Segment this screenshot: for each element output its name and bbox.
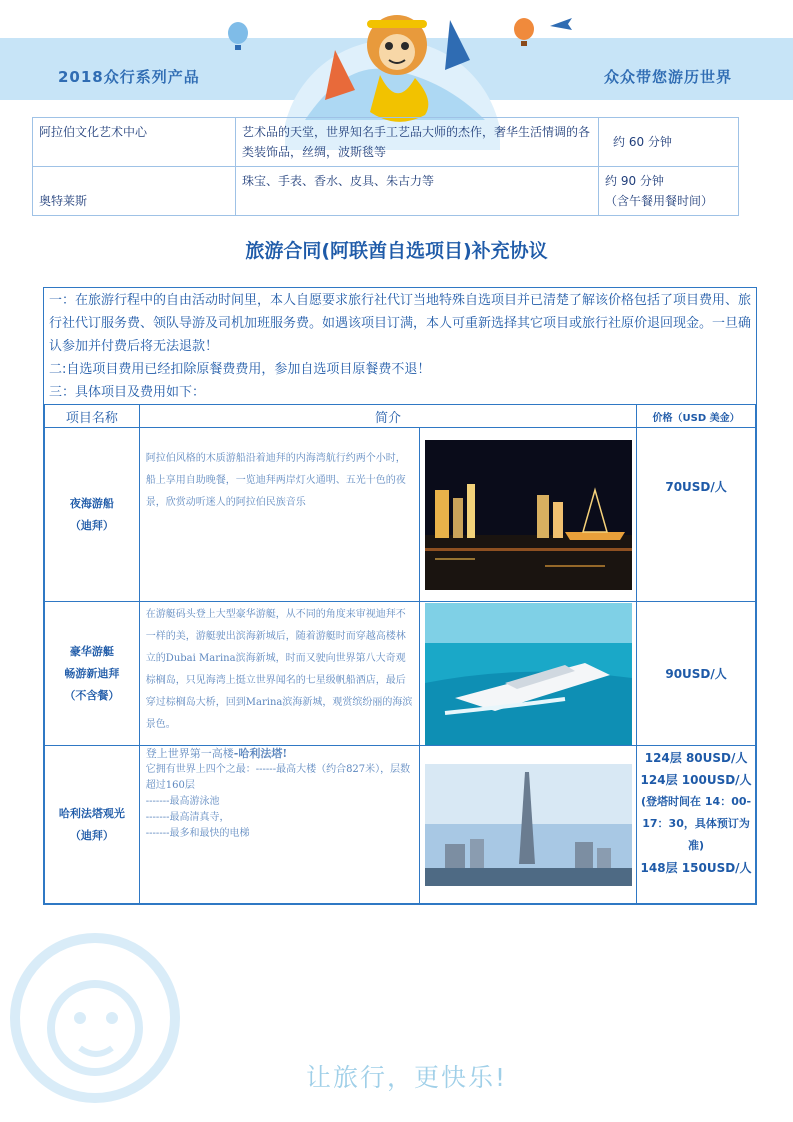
desc-line: 船上享用自助晚餐，一览迪拜两岸灯火通明、五光十色的夜景，欣赏动听迷人的阿拉伯民族音乐	[145, 475, 406, 508]
top-attractions-table	[32, 117, 739, 216]
desc-cell: 艺术品的天堂，世界知名手工艺品大师的杰作，奢华生活情调的各类装饰品，丝绸，波斯毯等	[236, 118, 599, 167]
table-row	[45, 746, 756, 904]
item-name-line: 豪华游艇	[69, 644, 114, 658]
hot-air-balloon-icon	[512, 18, 536, 52]
time-cell	[599, 167, 739, 216]
table-row	[45, 428, 756, 602]
table-header-row	[45, 405, 756, 428]
airplane-icon	[548, 14, 574, 38]
price-line: 124层 80USD/人	[644, 751, 748, 765]
banner-left-text: 2018众行系列产品	[58, 68, 200, 86]
item-price: 90USD/人	[637, 602, 756, 746]
column-header-name: 项目名称	[45, 405, 140, 428]
burj-khalifa-photo	[425, 764, 632, 886]
item-photo-cell	[420, 746, 637, 904]
time-cell: 约 60 分钟	[599, 118, 739, 167]
desc-line: -------最多和最快的电梯	[145, 828, 250, 839]
mascot-watermark	[0, 918, 230, 1122]
item-price: 70USD/人	[637, 428, 756, 602]
desc-line: 它拥有世界上四个之最：------最高大楼（约合827米），层数超过160层	[145, 764, 411, 791]
table-row	[33, 118, 739, 167]
item-description	[139, 746, 419, 904]
intro-paragraph-2: 二:自选项目费用已经扣除原餐费费用，参加自选项目原餐费不退！	[49, 362, 431, 377]
column-header-price: 价格（USD 美金）	[637, 405, 756, 428]
desc-line	[146, 746, 413, 762]
item-name	[45, 428, 140, 602]
place-cell: 阿拉伯文化艺术中心	[33, 118, 236, 167]
desc-line: -------最高清真寺，	[145, 812, 230, 823]
price-line: (登塔时间在 14：00-17：30，具体预订为准)	[641, 795, 752, 852]
agreement-block	[43, 287, 757, 905]
item-photo-cell	[420, 428, 637, 602]
time-line: 约 90 分钟	[605, 174, 664, 188]
intro-paragraph-1: 一：在旅游行程中的自由活动时间里，本人自愿要求旅行社代订当地特殊自选项目并已清楚了解该价格包括了项目费用、旅行社代订服务费、领队导游及司机加班服务费。如遇该项目订满，本人可重新选择其它项目或旅行社原价退回现金。一旦确认参加并付费后将无法退款！	[49, 293, 752, 354]
price-line: 124层 100USD/人	[640, 773, 752, 787]
page-title: 旅游合同(阿联酋自选项目)补充协议	[245, 240, 548, 262]
item-photo-cell	[420, 602, 637, 746]
item-name-line: （不含餐）	[64, 688, 120, 702]
desc-line: 阿拉伯风格的木质游船沿着迪拜的内海湾航行约两个小时，	[145, 453, 406, 464]
item-name-line: （迪拜）	[69, 828, 114, 842]
footer-slogan: 让旅行，更快乐!	[306, 1063, 508, 1092]
desc-bold: -哈利法塔!	[233, 747, 288, 760]
column-header-desc: 简介	[139, 405, 636, 428]
item-description	[139, 428, 419, 602]
intro-paragraph-3: 三：具体项目及费用如下：	[49, 385, 206, 400]
table-row	[45, 602, 756, 746]
place-cell: 奥特莱斯	[33, 167, 236, 216]
time-line: （含午餐用餐时间）	[605, 194, 714, 208]
item-name-line: 夜海游船	[69, 496, 114, 510]
table-row	[33, 167, 739, 216]
luxury-yacht-photo	[425, 603, 632, 745]
item-name-line: （迪拜）	[69, 518, 114, 532]
item-name	[45, 602, 140, 746]
item-name-line: 畅游新迪拜	[64, 666, 120, 680]
item-name-line: 哈利法塔观光	[58, 806, 125, 820]
price-line: 148层 150USD/人	[640, 861, 752, 875]
desc-cell: 珠宝、手表、香水、皮具、朱古力等	[236, 167, 599, 216]
item-price	[637, 746, 756, 904]
optional-items-table	[44, 404, 756, 904]
night-cruise-photo	[425, 440, 632, 590]
desc-intro: 登上世界第一高楼	[145, 747, 234, 760]
agreement-intro	[44, 288, 756, 404]
banner-right-text: 众众带您游历世界	[604, 68, 733, 86]
hot-air-balloon-icon	[226, 22, 250, 56]
item-name	[45, 746, 140, 904]
item-description: 在游艇码头登上大型豪华游艇，从不同的角度来审视迪拜不一样的美，游艇驶出滨海新城后，随着游艇时而穿越高楼林立的Dubai Marina滨海新城，时而又驶向世界第八大奇观棕榈岛，只见海湾上挺立世界闻名的七星级帆船酒店，最后穿过棕榈岛大桥，回到Marina滨海新城，观赏缤纷丽的海滨景色。	[139, 602, 419, 746]
desc-line: -------最高游泳池	[145, 796, 220, 807]
